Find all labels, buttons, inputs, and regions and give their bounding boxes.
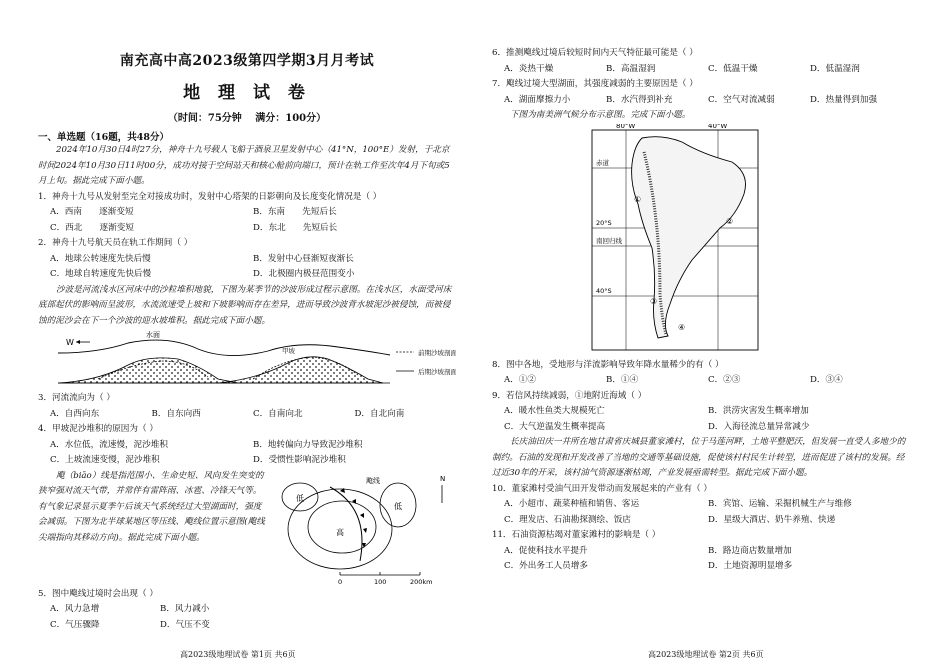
option: A．小超市、蔬菜种植和销售、客运 (504, 499, 640, 509)
exam-subtitle: 地 理 试 卷 (183, 83, 311, 103)
option: B．风力减小 (160, 604, 210, 614)
question-7-options (492, 93, 912, 109)
option: B．发射中心昼渐短夜渐长 (253, 253, 354, 264)
option: D．③④ (810, 375, 843, 385)
section-heading: 一、单选题（16题，共48分） (38, 132, 169, 143)
option: B．东南 先短后长 (253, 207, 337, 217)
option: C．理发店、石油勘探测绘、饭店 (504, 514, 631, 525)
option: A．①② (504, 375, 536, 385)
lon-40w-label: 40°W (708, 123, 728, 130)
sand-wave-1 (58, 358, 238, 383)
lat-20s-label: 20°S (596, 218, 612, 227)
option: C．气压骤降 (50, 619, 100, 630)
option: D．受惯性影响泥沙堆积 (253, 455, 346, 465)
option: D．热量得到加强 (810, 94, 878, 105)
question-9: 9．若信风持续减弱，①地附近海域（ ） (492, 390, 647, 401)
question-4-options (38, 438, 456, 469)
option: B．高温湿润 (606, 63, 656, 74)
question-5: 5．图中飑线过境时会出现（ ） (38, 588, 158, 599)
marker-3: ③ (650, 296, 658, 306)
page-1 (38, 0, 456, 633)
page-2 (492, 46, 912, 575)
scale-label: 0 (338, 577, 343, 586)
question-2: 2．神舟十九号航天员在轨工作期间（ ） (38, 238, 193, 248)
marker-1: ① (634, 194, 642, 204)
option: A．促使科技水平提升 (504, 545, 588, 556)
option: A．湖面摩擦力小 (504, 94, 571, 105)
option: C．低温干燥 (708, 63, 758, 74)
question-6-options (492, 62, 912, 78)
option: B．地转偏向力导致泥沙堆积 (253, 439, 363, 450)
page-footer: 高2023级地理试卷 第2页 共6页 (648, 650, 764, 659)
passage-shenzhou: 2024年10月30日4时27分，神舟十九号载人飞船于酒泉卫星发射中心（41°N，100°E）发射，于北京时间2024年10月30日11时00分，成功对接于空间站天和核心舱前向端口，预计在轨工作至次年4月下旬或5月上旬。据此完成下面小题。 (38, 145, 450, 186)
option: C．空气对流减弱 (708, 94, 775, 105)
water-surface-line (58, 340, 390, 355)
passage-south-america: 下图为南美洲气候分布示意图。完成下面小题。 (510, 110, 691, 120)
option: C．外出务工人员增多 (504, 561, 588, 571)
passage-sand-wave: 沙波是河流浅水区河床中的沙粒堆积地貌，下图为某季节的沙波形成过程示意图。在浅水区，水面受河床底部起伏的影响而呈波形，水流流速受上坡和下坡影响而存在差异，进而导致沙波背水坡泥沙被侵蚀，而被侵蚀的泥沙会在下一个沙波的迎水坡堆积。据此完成下面小题。 (38, 284, 452, 326)
marker-2: ② (726, 216, 734, 226)
option: B．自东向西 (151, 408, 201, 419)
squall-line (330, 487, 362, 561)
isobar (308, 501, 376, 553)
legend-earlier: 前期沙坡剖面 (418, 349, 456, 357)
low-pressure-label: 低 (394, 501, 402, 511)
option: D．低温湿润 (810, 63, 860, 74)
slope-jia-label: 甲坡 (282, 347, 295, 355)
option: D．入海径流总量异常减少 (708, 421, 810, 432)
question-10-options (492, 497, 912, 528)
option: C．地球自转速度先快后慢 (50, 269, 152, 279)
scale-label: 100 (374, 577, 387, 586)
north-label: N (440, 474, 446, 483)
question-4: 4．甲坡泥沙堆积的原因为（ ） (38, 424, 158, 434)
question-3: 3．河流流向为（ ） (38, 393, 115, 403)
option: B．宾馆、运输、采掘机械生产与维修 (708, 499, 852, 509)
option: A．炎热干燥 (504, 63, 554, 74)
scale-label: 200km (410, 577, 433, 586)
option: B．水汽得到补充 (606, 94, 673, 105)
tropic-label: 南回归线 (596, 236, 622, 245)
option: C．大气逆温发生概率提高 (504, 421, 606, 432)
passage-dongjiatan: 长庆油田庆一井所在地甘肃省庆城县董家滩村，位于马莲河畔，土地平整肥沃，但发展一直受人多地少的制约。石油的发现和开发改善了当地的交通等基础设施，促使该村村民生计转型，进而促进了该村的发展。经过近30年的开采，该村油气资源逐渐枯竭，产业发展亟需转型。据此完成下面小题。 (492, 437, 906, 478)
option: A．地球公转速度先快后慢 (50, 253, 151, 264)
question-5-options (38, 602, 270, 633)
option: A．西南 逐渐变短 (50, 207, 134, 217)
legend-later: 后期沙坡剖面 (418, 368, 456, 376)
option: D．北极圈内极昼范围变小 (253, 269, 355, 279)
question-2-options (38, 252, 456, 283)
question-1-options (38, 205, 456, 236)
question-8: 8．图中各地，受地形与洋流影响导致年降水量稀少的有（ ） (492, 359, 724, 370)
option: C．②③ (708, 375, 741, 385)
water-surface-label: 水面 (146, 331, 160, 339)
exam-time-score: （时间：75分钟 满分：100分） (167, 113, 327, 124)
question-11: 11．石油资源枯竭对董家滩村的影响是（ ） (492, 530, 661, 540)
option: A．自西向东 (50, 408, 100, 419)
option: D．星级大酒店、奶牛养殖、快递 (708, 514, 836, 525)
sand-wave-diagram (38, 329, 456, 387)
sand-wave-2 (218, 357, 383, 383)
low-pressure-label: 低 (296, 493, 304, 503)
question-11-options (492, 544, 912, 575)
question-1: 1．神舟十九号从发射至完全对接成功时，发射中心塔架的日影朝向及长度变化情况是（ ） (38, 191, 382, 202)
lat-40s-label: 40°S (596, 286, 612, 295)
question-6: 6．推测飑线过境后较短时间内天气特征最可能是（ ） (492, 48, 698, 58)
arrow-head (76, 340, 80, 344)
marker-4: ④ (678, 322, 686, 332)
option: C．西北 逐渐变短 (50, 222, 134, 233)
option: D．气压不变 (160, 619, 210, 630)
exam-title: 南充高中高2023级第四学期3月月考试 (119, 53, 375, 69)
squall-line-block (38, 469, 456, 587)
question-10: 10．董家滩村受油气田开发带动而发展起来的产业有（ ） (492, 483, 712, 494)
option: C．上坡流速变慢，泥沙堆积 (50, 455, 160, 465)
option: B．洪涝灾害发生概率增加 (708, 406, 809, 416)
option: B．①④ (606, 375, 639, 385)
squall-line-label: 飑线 (366, 476, 380, 485)
option: A．水位低，流速慢，泥沙堆积 (50, 439, 168, 450)
option: D．土地资源明显增多 (708, 561, 793, 571)
option: D．自北向南 (354, 408, 405, 419)
south-america-map (492, 124, 912, 354)
option: C．自南向北 (253, 408, 303, 419)
isobar-map (270, 469, 460, 589)
passage-squall-line: 飑（biāo）线是指范围小、生命史短、风向发生突变的狭窄强对流天气带，并常伴有雷阵雨、冰雹、冷锋天气等。有气象记录显示夏季午后该天气系统经过大型湖面时，强度会减弱。下图为北半球某地区等压线、飑线位置示意图(飑线尖端指向其移动方向)。据此完成下面小题。 (38, 470, 265, 543)
question-3-options (38, 407, 456, 423)
page-footer: 高2023级地理试卷 第1页 共6页 (180, 650, 296, 659)
option: D．东北 先短后长 (253, 222, 338, 233)
question-8-options (492, 373, 912, 389)
option: B．路边商店数量增加 (708, 545, 792, 556)
option: A．风力急增 (50, 604, 100, 614)
question-7: 7．飑线过境大型湖面，其强度减弱的主要原因是（ ） (492, 79, 698, 89)
high-pressure-label: 高 (336, 527, 344, 537)
lon-80w-label: 80°W (616, 123, 636, 130)
equator-label: 赤道 (596, 158, 609, 167)
option: A．暖水性鱼类大规模死亡 (504, 406, 605, 416)
west-label: W (66, 338, 74, 347)
question-9-options (492, 404, 912, 435)
